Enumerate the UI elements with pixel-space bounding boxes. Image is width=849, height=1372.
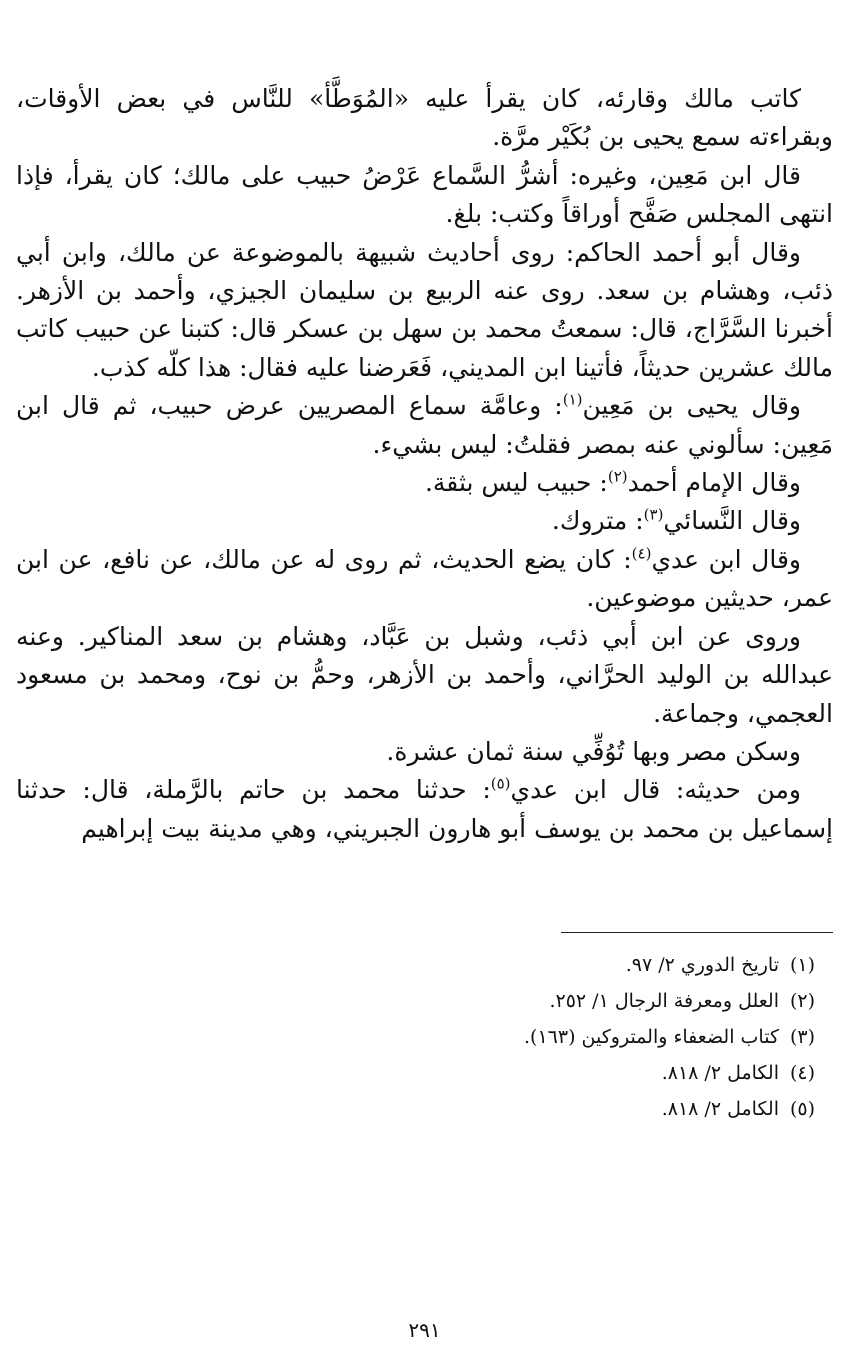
footnote-number: (٣)	[789, 1026, 815, 1049]
paragraph-text-cont: : كان يضع الحديث، ثم روى له عن مالك، عن نافع، عن ابن عمر، حديثين موضوعين.	[16, 544, 833, 613]
footnote-text: الكامل ٢/ ٨١٨.	[661, 1062, 779, 1085]
footnote-marker: (٣)	[643, 506, 664, 525]
paragraph-text-cont: : حدثنا محمد بن حاتم بالرَّملة، قال: حدثنا إسماعيل بن محمد بن يوسف أبو هارون الجبريني، وهي مدينة بيت إبراهيم	[16, 775, 833, 843]
paragraph	[16, 80, 833, 157]
footnote-separator	[561, 932, 833, 933]
footnote-marker: (٤)	[631, 544, 652, 563]
paragraph-text: قال ابن مَعِين، وغيره: أشرُّ السَّماع عَرْضُ حبيب على مالك؛ كان يقرأ، فإذا انتهى المجلس صَفَّح أوراقاً وكتب: بلغ.	[16, 160, 833, 229]
paragraph-text: كاتب مالك وقارئه، كان يقرأ عليه «المُوَطَّأ» للنَّاس في بعض الأوقات، وبقراءته سمع يحيى بن بُكَيْر مرَّة.	[16, 84, 833, 152]
footnote-item	[16, 947, 815, 983]
main-text	[16, 80, 833, 848]
footnote-text: كتاب الضعفاء والمتروكين (١٦٣).	[524, 1026, 779, 1049]
footnote-text: الكامل ٢/ ٨١٨.	[661, 1098, 779, 1121]
paragraph-text: وقال أبو أحمد الحاكم: روى أحاديث شبيهة بالموضوعة عن مالك، وابن أبي ذئب، وهشام بن سعد. روى عنه الربيع بن سليمان الجيزي، وأحمد بن الأزهر. أخبرنا السَّرَّاج، قال: سمعتُ محمد بن سهل بن عسكر قال: كتبنا عن حبيب كاتب مالك عشرين حديثاً، فأتينا ابن المديني، فَعَرضنا عليه فقال: هذا كلّه كذب.	[16, 237, 833, 382]
footnote-text: تاريخ الدوري ٢/ ٩٧.	[625, 954, 779, 977]
footnote-item	[16, 1019, 815, 1055]
paragraph	[16, 502, 833, 540]
footnote-item	[16, 983, 815, 1019]
paragraph-text-cont: : حبيب ليس بثقة.	[424, 468, 608, 498]
page-number: ٢٩١	[408, 1318, 441, 1342]
paragraph	[16, 387, 833, 464]
footnote-number: (٢)	[789, 990, 815, 1013]
paragraph	[16, 541, 833, 618]
paragraph	[16, 733, 833, 771]
footnotes	[16, 947, 815, 1127]
paragraph	[16, 234, 833, 388]
paragraph-text-cont: : وعامَّة سماع المصريين عرض حبيب، ثم قال ابن مَعِين: سألوني عنه بمصر فقلتُ: ليس بشيء.	[16, 391, 833, 459]
paragraph-text: وقال ابن عدي	[651, 544, 801, 574]
paragraph-text: وسكن مصر وبها تُوُفِّي سنة ثمان عشرة.	[386, 736, 801, 766]
paragraph-text: وقال النَّسائي	[663, 506, 801, 536]
paragraph-text: ومن حديثه: قال ابن عدي	[510, 775, 801, 805]
paragraph	[16, 464, 833, 502]
paragraph	[16, 618, 833, 733]
footnote-item	[16, 1091, 815, 1127]
footnote-number: (١)	[789, 954, 815, 977]
paragraph	[16, 157, 833, 234]
footnote-marker: (٥)	[490, 774, 511, 793]
footnote-marker: (٢)	[607, 467, 628, 486]
paragraph	[16, 771, 833, 848]
paragraph-text: وقال يحيى بن مَعِين	[582, 391, 801, 421]
footnote-marker: (١)	[562, 390, 583, 409]
paragraph-text-cont: : متروك.	[551, 506, 644, 536]
paragraph-text: وقال الإمام أحمد	[627, 468, 801, 498]
footnote-item	[16, 1055, 815, 1091]
footnote-number: (٥)	[789, 1098, 815, 1121]
footnote-text: العلل ومعرفة الرجال ١/ ٢٥٢.	[549, 990, 779, 1013]
footnote-number: (٤)	[789, 1062, 815, 1085]
paragraph-text: وروى عن ابن أبي ذئب، وشبل بن عَبَّاد، وهشام بن سعد المناكير. وعنه عبدالله بن الوليد الحرَّاني، وأحمد بن الأزهر، وحمُّ بن نوح، ومحمد بن مسعود العجمي، وجماعة.	[16, 621, 833, 728]
